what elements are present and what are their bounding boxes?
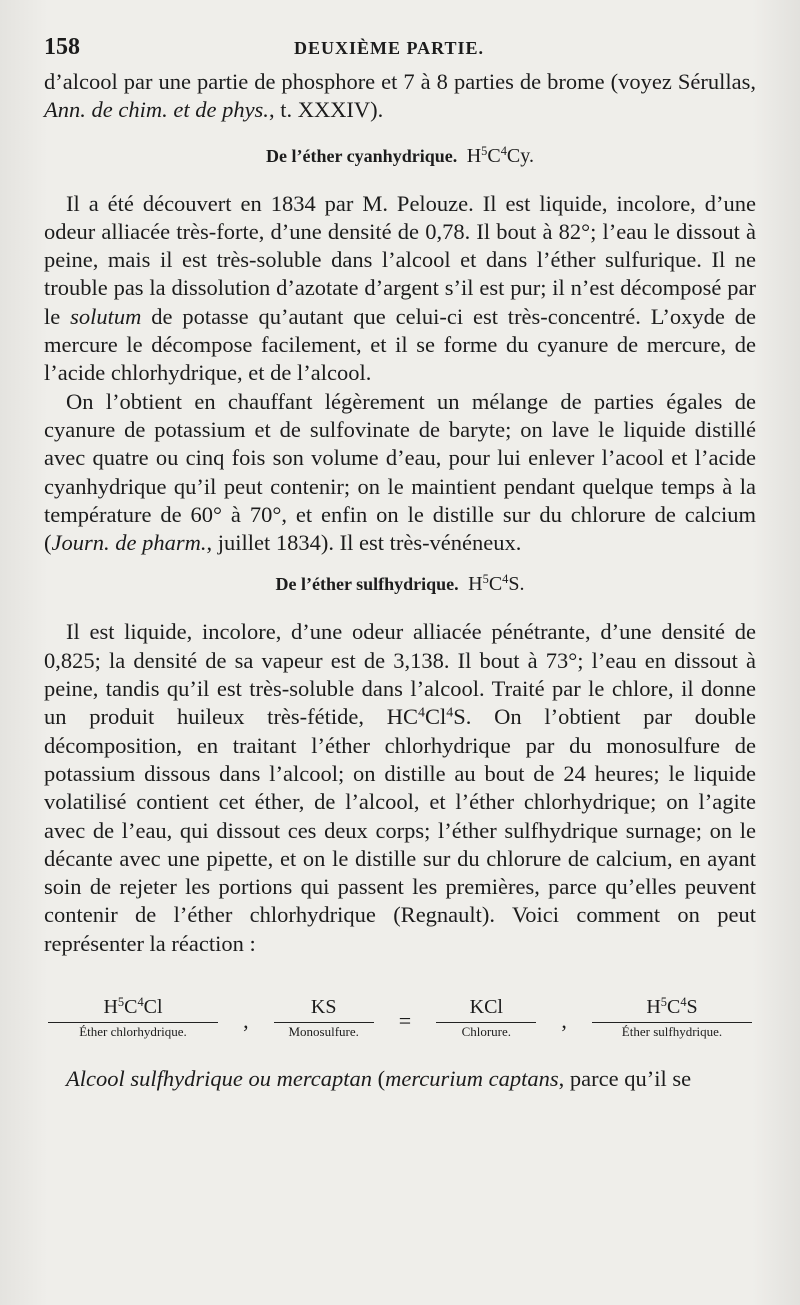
italic-solutum: solutum <box>70 303 142 329</box>
intro-text: d’alcool par une partie de phosphore et 7 à 8 parties de brome (voyez Sérullas, <box>44 69 756 94</box>
section-heading-sulfhydrique <box>44 573 756 596</box>
equation-term-chlorure: KCl Chlorure. <box>436 994 536 1041</box>
term-label: Chlorure. <box>461 1024 512 1040</box>
equation-comma: , <box>243 1008 249 1034</box>
section-formula: $H^5C^4S$. <box>468 572 525 596</box>
paragraph-properties: Il est liquide, incolore, d’une odeur alliacée pénétrante, d’une densité de 0,825; la densité de sa vapeur est de 3,138. Il bout à 73°; l’eau en dissout à peine, tandis qu’il est très-soluble dans l’alcool. Traité par le chlore, il donne un produit huileux très-fétide, $HC^4Cl^4S$. On l’obtient par double décomposition, en traitant l’éther chlorhydrique par du monosulfure de potassium dissous dans l’alcool; on distille au bout de 24 heures; le liquide volatilisé contient cet éther, de l’alcool, et l’éther chlorhydrique; on l’agite avec de l’eau, qui dissout ces deux corps; l’éther sulfhydrique surnage; on le décante avec une pipette, et on le distille sur du chlorure de calcium, en ayant soin de rejeter les portions qui passent les premières, parce qu’elles peuvent contenir de l’éther chlorhydrique (Regnault). Voici comment on peut représenter la réaction : <box>44 619 756 956</box>
intro-paragraph <box>44 68 756 125</box>
section-title: De l’éther cyanhydrique. <box>266 145 458 166</box>
intro-text-end: , t. XXXIV). <box>268 97 384 123</box>
page-header <box>44 34 756 68</box>
section-formula: $H^5C^4Cy$. <box>466 143 534 167</box>
equation-equals: = <box>398 1008 412 1034</box>
equation-term-ether-sulfhydrique: $H^5C^4S$ Éther sulfhydrique. <box>592 994 752 1041</box>
term-label: Éther sulfhydrique. <box>621 1024 723 1040</box>
equation-term-monosulfure: KS Monosulfure. <box>274 994 374 1041</box>
term-label: Monosulfure. <box>288 1024 359 1040</box>
paragraph-preparation: On l’obtient en chauffant légèrement un mélange de parties égales de cyanure de potassium et de sulfovinate de baryte; on lave le liquide distillé avec quatre ou cinq fois son volume d’eau, pour lui enlever l’acool et l’acide cyanhydrique qu’il peut contenir; on le maintient pendant quelque temps à la température de 60° à 70°, et enfin on le distille sur du chlorure de calcium (Journ. de pharm., juillet 1834). Il est très-vénéneux. <box>44 388 756 556</box>
intro-reference: Ann. de chim. et de phys. <box>44 97 269 123</box>
journal-reference: Journ. de pharm. <box>51 530 207 556</box>
term-label: Éther chlorhydrique. <box>79 1024 187 1040</box>
equation-comma: , <box>561 1008 567 1034</box>
italic-term: mercurium captans <box>385 1066 559 1092</box>
page-number: 158 <box>44 34 80 60</box>
paragraph-discovery: Il a été découvert en 1834 par M. Pelouze. Il est liquide, incolore, d’une odeur alliacée très-forte, d’une densité de 0,78. Il bout à 82°; l’eau le dissout à peine, mais il est très-soluble dans l’alcool et dans l’éther sulfurique. Il ne trouble pas la dissolution d’azotate d’argent s’il est pur; il n’est décomposé par le solutum de potasse qu’autant que celui-ci est très-concentré. L’oxyde de mercure le décompose facilement, et il se forme du cyanure de mercure, de l’acide chlorhydrique, et de l’alcool. <box>44 190 756 386</box>
italic-term: Alcool sulfhydrique ou mercaptan <box>66 1066 372 1092</box>
equation-term-ether-chlorhydrique: $H^5C^4Cl$ Éther chlorhydrique. <box>48 994 218 1041</box>
running-head: DEUXIÈME PARTIE. <box>294 38 485 58</box>
reaction-equation <box>48 994 752 1041</box>
section-title: De l’éther sulfhydrique. <box>275 574 459 595</box>
paragraph-mercaptan: Alcool sulfhydrique ou mercaptan (mercurium captans, parce qu’il se <box>66 1066 692 1092</box>
section-heading-cyanhydrique <box>44 145 756 168</box>
